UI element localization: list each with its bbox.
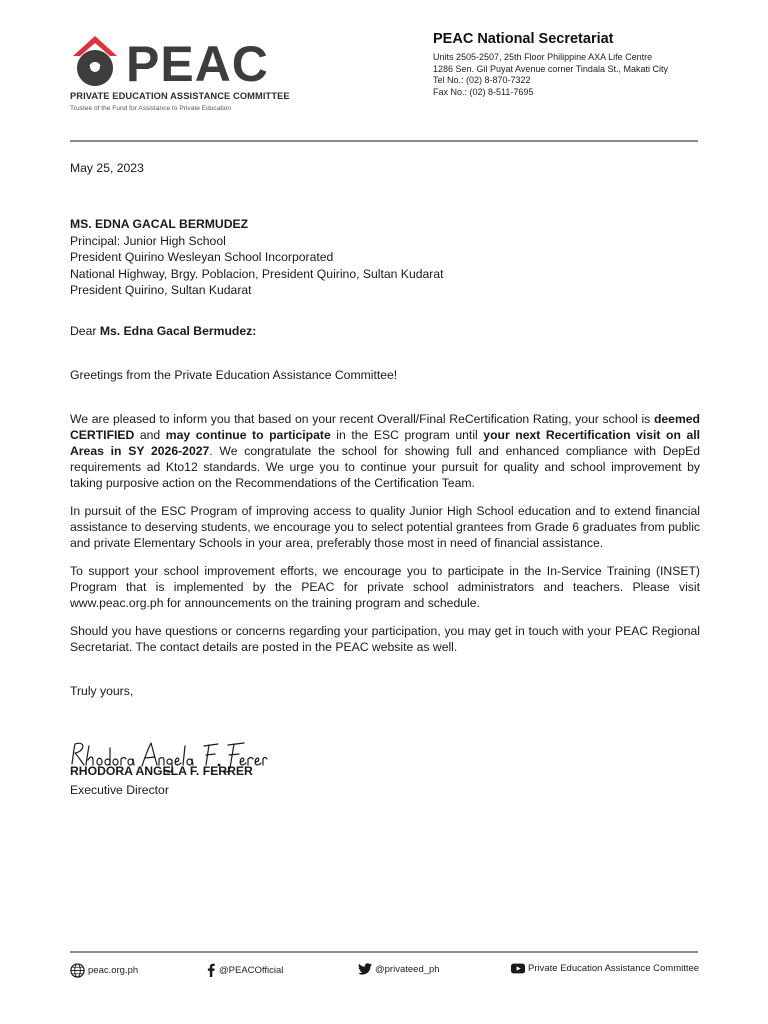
footer-website-text: peac.org.ph: [88, 965, 139, 976]
p1-text-c: and: [134, 428, 166, 442]
p1-text-d: in the ESC program until: [330, 428, 484, 442]
p1-text-a: We are pleased to inform you that based on your recent Overall/Final ReCertification Rating, your school is: [70, 412, 654, 426]
recipient-name: MS. EDNA GACAL BERMUDEZ: [70, 217, 249, 231]
footer-youtube-text: Private Education Assistance Committee: [528, 963, 700, 974]
recipient-address-2: President Quirino, Sultan Kudarat: [70, 283, 252, 297]
footer-twitter[interactable]: [358, 963, 440, 975]
peac-logo: [70, 36, 290, 116]
secretariat-title: PEAC National Secretariat: [433, 31, 614, 47]
secretariat-tel: Tel No.: (02) 8-870-7322: [433, 75, 531, 85]
paragraph-certification: [70, 411, 700, 491]
logo-trustee-line: Trustee of the Fund for Assistance to Private Education: [70, 105, 232, 112]
signer-title: Executive Director: [70, 783, 169, 797]
paragraph-esc-program: In pursuit of the ESC Program of improving access to quality Junior High School education and to extend financial assistance to deserving students, we encourage you to select potential grantees from Grade 6 graduates from public and private Elementary Schools in your area, preferably those most in need of financial assistance.: [70, 504, 700, 550]
footer-facebook-text: @PEACOfficial: [219, 964, 284, 976]
salutation: [70, 323, 700, 339]
logo-subtitle: PRIVATE EDUCATION ASSISTANCE COMMITTEE: [70, 91, 290, 101]
salutation-prefix: Dear: [70, 324, 100, 338]
logo-wordmark: PEAC: [126, 36, 269, 92]
secretariat-address-2: 1286 Sen. Gil Puyat Avenue corner Tindala St., Makati City: [433, 63, 668, 74]
header-divider: [70, 140, 698, 142]
salutation-name: Ms. Edna Gacal Bermudez:: [99, 324, 257, 338]
closing: Truly yours,: [70, 684, 134, 698]
p1-bold-recertification: your next Recertification visit on all Areas in SY 2026-2027: [70, 428, 701, 458]
peac-logo-icon: [70, 36, 120, 88]
recipient-position: Principal: Junior High School: [70, 233, 226, 248]
globe-icon: [70, 963, 85, 978]
footer-website[interactable]: [70, 963, 138, 978]
paragraph-questions: Should you have questions or concerns regarding your participation, you may get in touch with your PEAC Regional Secretariat. The contact details are posted in the PEAC website as well.: [70, 624, 700, 654]
letter-date: May 25, 2023: [70, 161, 144, 175]
secretariat-block: [433, 30, 668, 98]
secretariat-address-1: Units 2505-2507, 25th Floor Philippine AXA Life Centre: [433, 52, 653, 62]
greeting: Greetings from the Private Education Assistance Committee!: [70, 368, 398, 382]
signer-name: RHODORA ANGELA F. FERRER: [70, 764, 253, 778]
recipient-school: President Quirino Wesleyan School Incorporated: [70, 250, 334, 264]
p1-text-e: . We congratulate the school for showing full and enhanced compliance with DepEd requirements ad Kto12 standards. We urge you to continue your pursuit for quality and school improvement by taking purposive action on the Recommendations of the Certification Team.: [70, 444, 700, 490]
facebook-icon: [206, 963, 216, 977]
footer-facebook[interactable]: [206, 963, 283, 977]
p1-bold-continue: may continue to participate: [165, 428, 331, 442]
footer-divider: [70, 951, 698, 953]
twitter-icon: [358, 963, 372, 975]
secretariat-fax: Fax No.: (02) 8-511-7695: [433, 86, 534, 97]
recipient-block: [70, 216, 700, 299]
footer-twitter-text: @privateed_ph: [375, 963, 440, 975]
recipient-address-1: National Highway, Brgy. Poblacion, President Quirino, Sultan Kudarat: [70, 266, 444, 281]
paragraph-inset: To support your school improvement efforts, we encourage you to participate in the In-Service Training (INSET) Program that is implemented by the PEAC for private school administrators and teachers. Please visit www.peac.org.ph for announcements on the training program and schedule.: [70, 564, 700, 610]
p1-bold-certified: deemed CERTIFIED: [70, 412, 700, 442]
footer-youtube[interactable]: [511, 963, 699, 974]
youtube-icon: [511, 963, 525, 974]
